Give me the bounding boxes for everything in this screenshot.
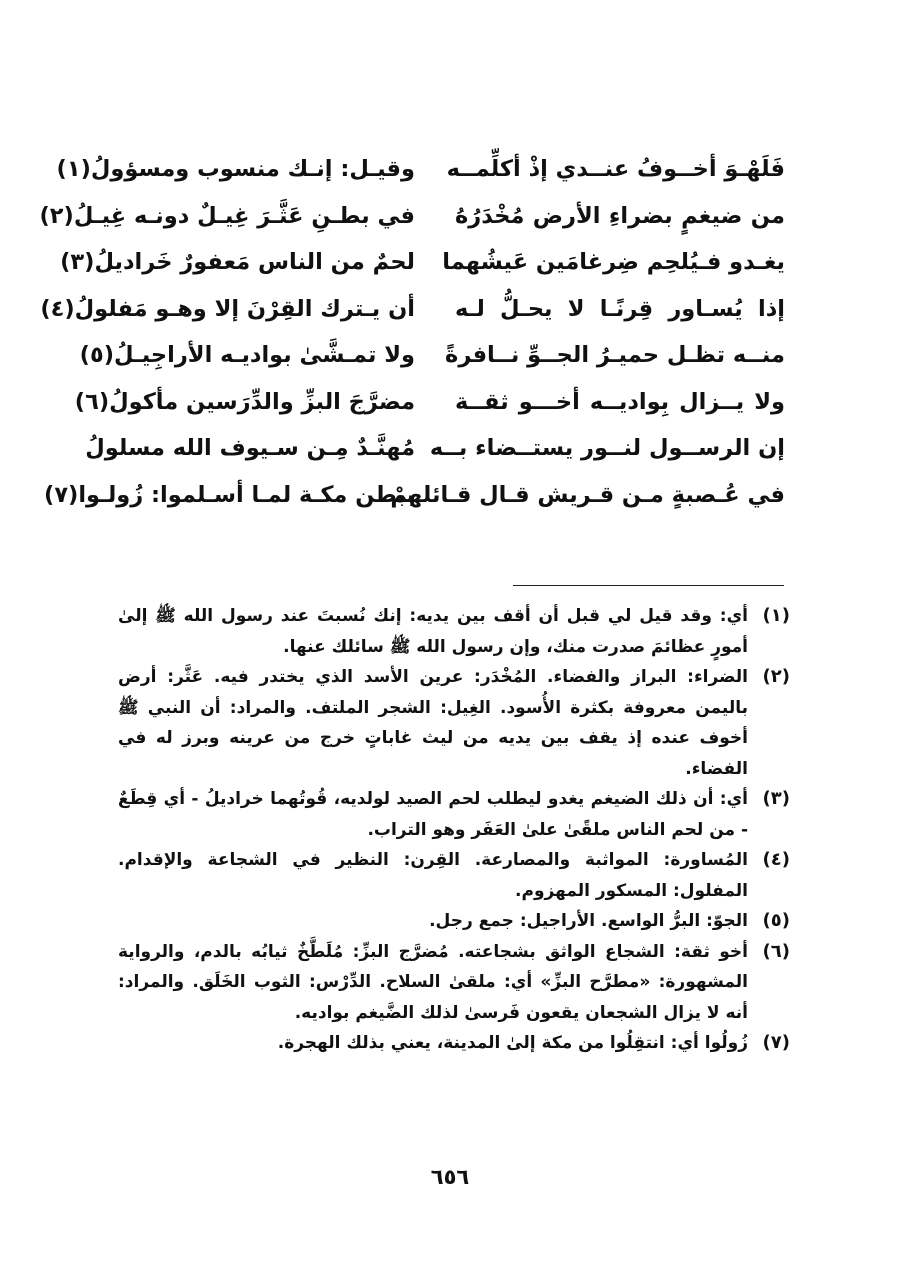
footnote-number: (٢) [762,666,790,687]
verse-row [44,472,785,519]
verse-first-hemistich: من ضيغمٍ بضراءِ الأرض مُخْدَرُهُ [455,202,785,229]
footnote-number: (٤) [762,849,790,870]
footnote-text: المُساورة: المواثبة والمصارعة. القِرن: النظير في الشجاعة والإقدام. المفلول: المسكور المهزوم. [118,850,748,901]
footnote-number: (٦) [762,940,790,962]
verse-first-hemistich: ولا يــزال بِواديــه أخـــو ثقــة [455,388,785,415]
footnote-number: (٣) [762,788,790,809]
verse-row [40,286,785,333]
verse-row [39,193,785,240]
verse-first-hemistich: يغـدو فـيُلحِم ضِرغامَين عَيشُهما [442,249,785,276]
footnote [118,601,790,662]
verse-second-hemistich: في بطـنِ عَثَّـرَ غِيـلٌ دونـه غِيـلُ(٢) [39,202,415,229]
verse-row [79,332,785,379]
verse-row [74,379,785,426]
verse-second-hemistich: لحمٌ من الناس مَعفورٌ خَراديلُ(٣) [60,249,415,276]
verse-row [85,425,785,472]
verse-row [56,146,785,193]
verse-first-hemistich: إذا يُسـاور قِرنًـا لا يحـلُّ لـه [455,295,785,322]
footnote-number: (٥) [762,910,790,931]
footnote-text: الضراء: البراز والفضاء. المُخْدَر: عرين الأسد الذي يختدر فيه. عَثَّر: أرض بالیمن معروفة بكثرة الأُسود. الغِيل: الشجر الملتف. والمراد: أن النبي ﷺ أخوف عنده إذ يقف بين يديه من ليث غاباتٍ خرج من عرينه وبرز له في الفضاء. [118,667,748,779]
verse-row [60,239,785,286]
verse-second-hemistich: أن يـترك القِرْنَ إلا وهـو مَفلولُ(٤) [40,295,415,322]
footnote-text: أي: أن ذلك الضيغم يغدو ليطلب لحم الصيد لولديه، قُوتُهما خراديلُ - أي قِطَعٌ - من لحم الناس ملقًىٰ علىٰ العَفَر وهو التراب. [118,789,748,840]
footnote-divider [513,585,784,586]
verse-first-hemistich: منــه تظـل حميـرُ الجــوِّ نــافرةً [445,342,785,369]
verse-second-hemistich: ولا تمـشَّىٰ بواديـه الأراجِيـلُ(٥) [79,342,415,369]
footnote-text: الجوّ: البرُّ الواسع. الأراجيل: جمع رجل. [429,911,748,931]
footnote-text: أي: وقد قيل لي قبل أن أقف بين يديه: إنك نُسبتَ عند رسول الله ﷺ إلىٰ أمورٍ عظائمَ صدرت منك، وإن رسول الله ﷺ سائلك عنها. [118,606,748,657]
verse-first-hemistich: في عُـصبةٍ مـن قـريش قـال قـائلهمْ [390,481,785,508]
verse-first-hemistich: إن الرســول لنــور يستــضاء بــه [429,435,785,462]
verse-second-hemistich: وقيـل: إنـك منسوب ومسؤولُ(١) [56,156,415,183]
poem-verses [39,146,785,518]
footnote [118,845,790,906]
footnote-text: زُولُوا أي: انتقِلُوا من مكة إلىٰ المدينة، يعني بذلك الهجرة. [277,1033,748,1053]
footnote [118,1028,790,1059]
footnote [118,784,790,845]
verse-second-hemistich: مُهنَّـدٌ مِـن سـيوف الله مسلولُ [85,435,415,462]
verse-second-hemistich: ببطن مكـة لمـا أسـلموا: زُولـوا(٧) [44,481,415,508]
footnote-text: أخو ثقة: الشجاع الواثق بشجاعته. مُضرَّج البزِّ: مُلَطَّخٌ ثيابُه بالدم، والرواية المشهورة: «مطرَّح البزِّ» أي: ملقىٰ السلاح. الدِّرْس: الثوب الخَلَق. والمراد: أنه لا يزال الشجعان يقعون فَرسىٰ لذلك الضَّيغم بواديه. [118,941,748,1023]
verse-second-hemistich: مضرَّجَ البزِّ والدِّرَسين مأكولُ(٦) [74,388,415,415]
footnotes [118,601,790,1059]
footnote [118,906,790,937]
page-number: ٦٥٦ [430,1165,470,1189]
footnote-number: (٧) [762,1032,790,1053]
footnote [118,662,790,784]
footnote [118,937,790,1029]
verse-first-hemistich: فَلَهْـوَ أخــوفُ عنــدي إذْ أكلِّمــه [446,156,785,183]
footnote-number: (١) [762,605,790,626]
